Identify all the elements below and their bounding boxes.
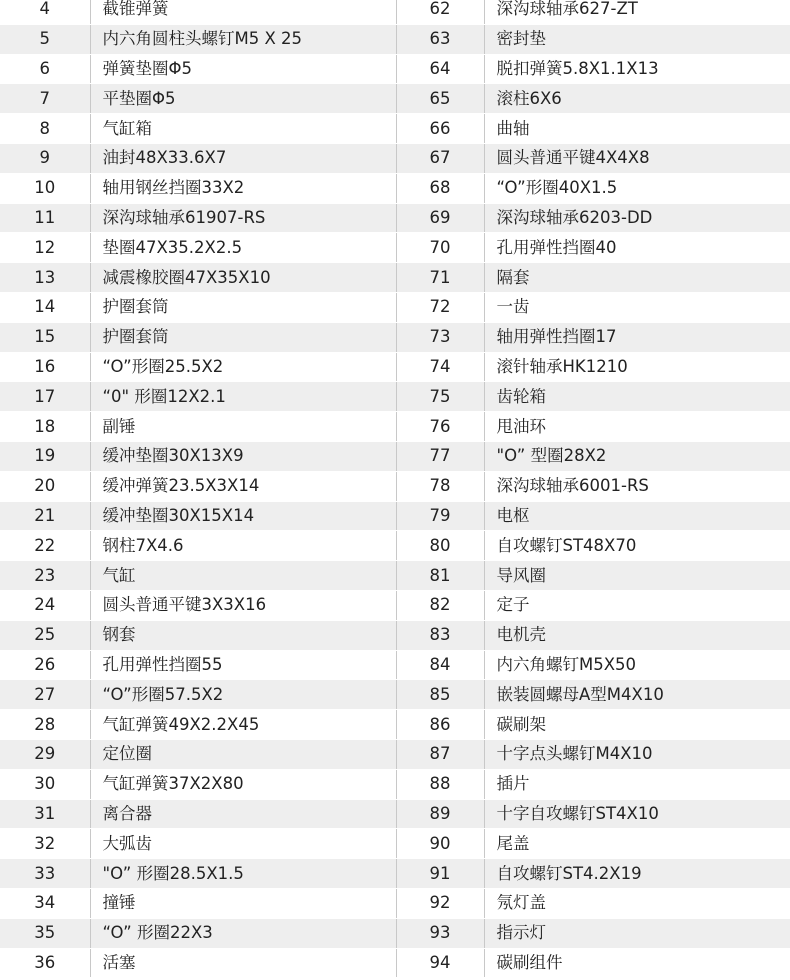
table-row [0, 680, 790, 710]
left-part-name: 内六角圆柱头螺钉M5 X 25 [90, 24, 396, 54]
left-part-number: 33 [0, 859, 90, 889]
left-part-name: 副锤 [90, 412, 396, 442]
table-row [0, 918, 790, 948]
left-part-name: “O” 形圈22X3 [90, 918, 396, 948]
left-part-name: 垫圈47X35.2X2.5 [90, 233, 396, 263]
left-part-number: 16 [0, 352, 90, 382]
table-row [0, 0, 790, 24]
right-part-name: 碳刷组件 [484, 948, 790, 978]
right-part-name: 自攻螺钉ST48X70 [484, 531, 790, 561]
left-part-number: 9 [0, 143, 90, 173]
left-part-number: 7 [0, 84, 90, 114]
right-part-name: "O” 型圈28X2 [484, 441, 790, 471]
table-row [0, 561, 790, 591]
right-part-name: 滚针轴承HK1210 [484, 352, 790, 382]
right-part-number: 84 [396, 650, 484, 680]
left-part-name: 深沟球轴承61907-RS [90, 203, 396, 233]
left-part-number: 35 [0, 918, 90, 948]
right-part-number: 81 [396, 561, 484, 591]
right-part-name: 十字点头螺钉M4X10 [484, 739, 790, 769]
left-part-name: 圆头普通平键3X3X16 [90, 590, 396, 620]
right-part-name: 齿轮箱 [484, 382, 790, 412]
right-part-number: 93 [396, 918, 484, 948]
right-part-name: 电机壳 [484, 620, 790, 650]
table-row [0, 382, 790, 412]
right-part-name: 甩油环 [484, 412, 790, 442]
left-part-name: “O”形圈25.5X2 [90, 352, 396, 382]
right-part-number: 76 [396, 412, 484, 442]
left-part-number: 18 [0, 412, 90, 442]
right-part-number: 68 [396, 173, 484, 203]
right-part-number: 73 [396, 322, 484, 352]
right-part-number: 83 [396, 620, 484, 650]
left-part-name: 气缸箱 [90, 114, 396, 144]
left-part-name: 钢柱7X4.6 [90, 531, 396, 561]
table-row [0, 233, 790, 263]
table-row [0, 829, 790, 859]
right-part-number: 91 [396, 859, 484, 889]
right-part-name: 一齿 [484, 292, 790, 322]
right-part-name: 指示灯 [484, 918, 790, 948]
left-part-name: 缓冲垫圈30X15X14 [90, 501, 396, 531]
left-part-name: 减震橡胶圈47X35X10 [90, 263, 396, 293]
right-part-name: 十字自攻螺钉ST4X10 [484, 799, 790, 829]
right-part-number: 66 [396, 114, 484, 144]
left-part-number: 11 [0, 203, 90, 233]
table-row [0, 710, 790, 740]
left-part-number: 25 [0, 620, 90, 650]
right-part-number: 64 [396, 54, 484, 84]
right-part-name: 密封垫 [484, 24, 790, 54]
table-row [0, 650, 790, 680]
left-part-name: “O”形圈57.5X2 [90, 680, 396, 710]
right-part-number: 90 [396, 829, 484, 859]
right-part-name: 定子 [484, 590, 790, 620]
right-part-name: 嵌装圆螺母A型M4X10 [484, 680, 790, 710]
right-part-name: 氖灯盖 [484, 888, 790, 918]
table-row [0, 948, 790, 978]
right-part-number: 80 [396, 531, 484, 561]
right-part-number: 85 [396, 680, 484, 710]
left-part-name: 截锥弹簧 [90, 0, 396, 24]
table-row [0, 263, 790, 293]
table-row [0, 24, 790, 54]
right-part-number: 65 [396, 84, 484, 114]
left-part-number: 27 [0, 680, 90, 710]
left-part-number: 6 [0, 54, 90, 84]
left-part-number: 5 [0, 24, 90, 54]
left-part-name: 弹簧垫圈Φ5 [90, 54, 396, 84]
table-row [0, 173, 790, 203]
left-part-name: 护圈套筒 [90, 292, 396, 322]
table-row [0, 292, 790, 322]
right-part-number: 75 [396, 382, 484, 412]
right-part-name: 深沟球轴承627-ZT [484, 0, 790, 24]
left-part-name: 气缸弹簧37X2X80 [90, 769, 396, 799]
right-part-name: 曲轴 [484, 114, 790, 144]
table-row [0, 322, 790, 352]
right-part-name: 自攻螺钉ST4.2X19 [484, 859, 790, 889]
left-part-number: 15 [0, 322, 90, 352]
right-part-name: 深沟球轴承6001-RS [484, 471, 790, 501]
table-row [0, 501, 790, 531]
right-part-name: 导风圈 [484, 561, 790, 591]
right-part-name: 深沟球轴承6203-DD [484, 203, 790, 233]
left-part-number: 29 [0, 739, 90, 769]
right-part-name: 隔套 [484, 263, 790, 293]
left-part-name: 气缸 [90, 561, 396, 591]
right-part-name: 插片 [484, 769, 790, 799]
left-part-number: 12 [0, 233, 90, 263]
right-part-number: 79 [396, 501, 484, 531]
left-part-name: 轴用钢丝挡圈33X2 [90, 173, 396, 203]
table-row [0, 471, 790, 501]
left-part-name: 活塞 [90, 948, 396, 978]
right-part-name: “O”形圈40X1.5 [484, 173, 790, 203]
table-row [0, 114, 790, 144]
left-part-number: 36 [0, 948, 90, 978]
right-part-name: 圆头普通平键4X4X8 [484, 143, 790, 173]
right-part-name: 轴用弹性挡圈17 [484, 322, 790, 352]
right-part-number: 82 [396, 590, 484, 620]
right-part-number: 69 [396, 203, 484, 233]
right-part-name: 脱扣弹簧5.8X1.1X13 [484, 54, 790, 84]
left-part-number: 21 [0, 501, 90, 531]
right-part-name: 内六角螺钉M5X50 [484, 650, 790, 680]
right-part-number: 67 [396, 143, 484, 173]
left-part-number: 23 [0, 561, 90, 591]
left-part-name: 撞锤 [90, 888, 396, 918]
left-part-number: 14 [0, 292, 90, 322]
right-part-number: 71 [396, 263, 484, 293]
table-row [0, 352, 790, 382]
right-part-name: 电枢 [484, 501, 790, 531]
left-part-number: 24 [0, 590, 90, 620]
left-part-name: 大弧齿 [90, 829, 396, 859]
left-part-name: "O” 形圈28.5X1.5 [90, 859, 396, 889]
left-part-name: 离合器 [90, 799, 396, 829]
right-part-number: 78 [396, 471, 484, 501]
left-part-number: 17 [0, 382, 90, 412]
right-part-name: 碳刷架 [484, 710, 790, 740]
left-part-number: 4 [0, 0, 90, 24]
left-part-number: 30 [0, 769, 90, 799]
left-part-number: 19 [0, 441, 90, 471]
left-part-number: 28 [0, 710, 90, 740]
left-part-number: 31 [0, 799, 90, 829]
left-part-name: 缓冲垫圈30X13X9 [90, 441, 396, 471]
right-part-number: 88 [396, 769, 484, 799]
right-part-number: 70 [396, 233, 484, 263]
left-part-number: 8 [0, 114, 90, 144]
left-part-number: 10 [0, 173, 90, 203]
left-part-name: 定位圈 [90, 739, 396, 769]
right-part-number: 62 [396, 0, 484, 24]
left-part-name: 缓冲弹簧23.5X3X14 [90, 471, 396, 501]
left-part-name: 油封48X33.6X7 [90, 143, 396, 173]
left-part-number: 34 [0, 888, 90, 918]
table-row [0, 799, 790, 829]
right-part-number: 74 [396, 352, 484, 382]
right-part-name: 尾盖 [484, 829, 790, 859]
left-part-number: 22 [0, 531, 90, 561]
right-part-number: 72 [396, 292, 484, 322]
left-part-name: 护圈套筒 [90, 322, 396, 352]
table-row [0, 441, 790, 471]
table-row [0, 143, 790, 173]
left-part-number: 20 [0, 471, 90, 501]
right-part-number: 89 [396, 799, 484, 829]
left-part-number: 26 [0, 650, 90, 680]
table-row [0, 739, 790, 769]
table-row [0, 888, 790, 918]
table-row [0, 412, 790, 442]
right-part-number: 86 [396, 710, 484, 740]
right-part-name: 滚柱6X6 [484, 84, 790, 114]
right-part-number: 63 [396, 24, 484, 54]
right-part-number: 77 [396, 441, 484, 471]
right-part-number: 87 [396, 739, 484, 769]
left-part-number: 13 [0, 263, 90, 293]
right-part-number: 94 [396, 948, 484, 978]
left-part-name: 钢套 [90, 620, 396, 650]
table-row [0, 590, 790, 620]
table-row [0, 84, 790, 114]
table-row [0, 769, 790, 799]
left-part-name: 平垫圈Φ5 [90, 84, 396, 114]
left-part-number: 32 [0, 829, 90, 859]
table-row [0, 531, 790, 561]
right-part-number: 92 [396, 888, 484, 918]
table-row [0, 620, 790, 650]
right-part-name: 孔用弹性挡圈40 [484, 233, 790, 263]
left-part-name: “0" 形圈12X2.1 [90, 382, 396, 412]
table-row [0, 54, 790, 84]
table-row [0, 859, 790, 889]
left-part-name: 孔用弹性挡圈55 [90, 650, 396, 680]
table-row [0, 203, 790, 233]
left-part-name: 气缸弹簧49X2.2X45 [90, 710, 396, 740]
